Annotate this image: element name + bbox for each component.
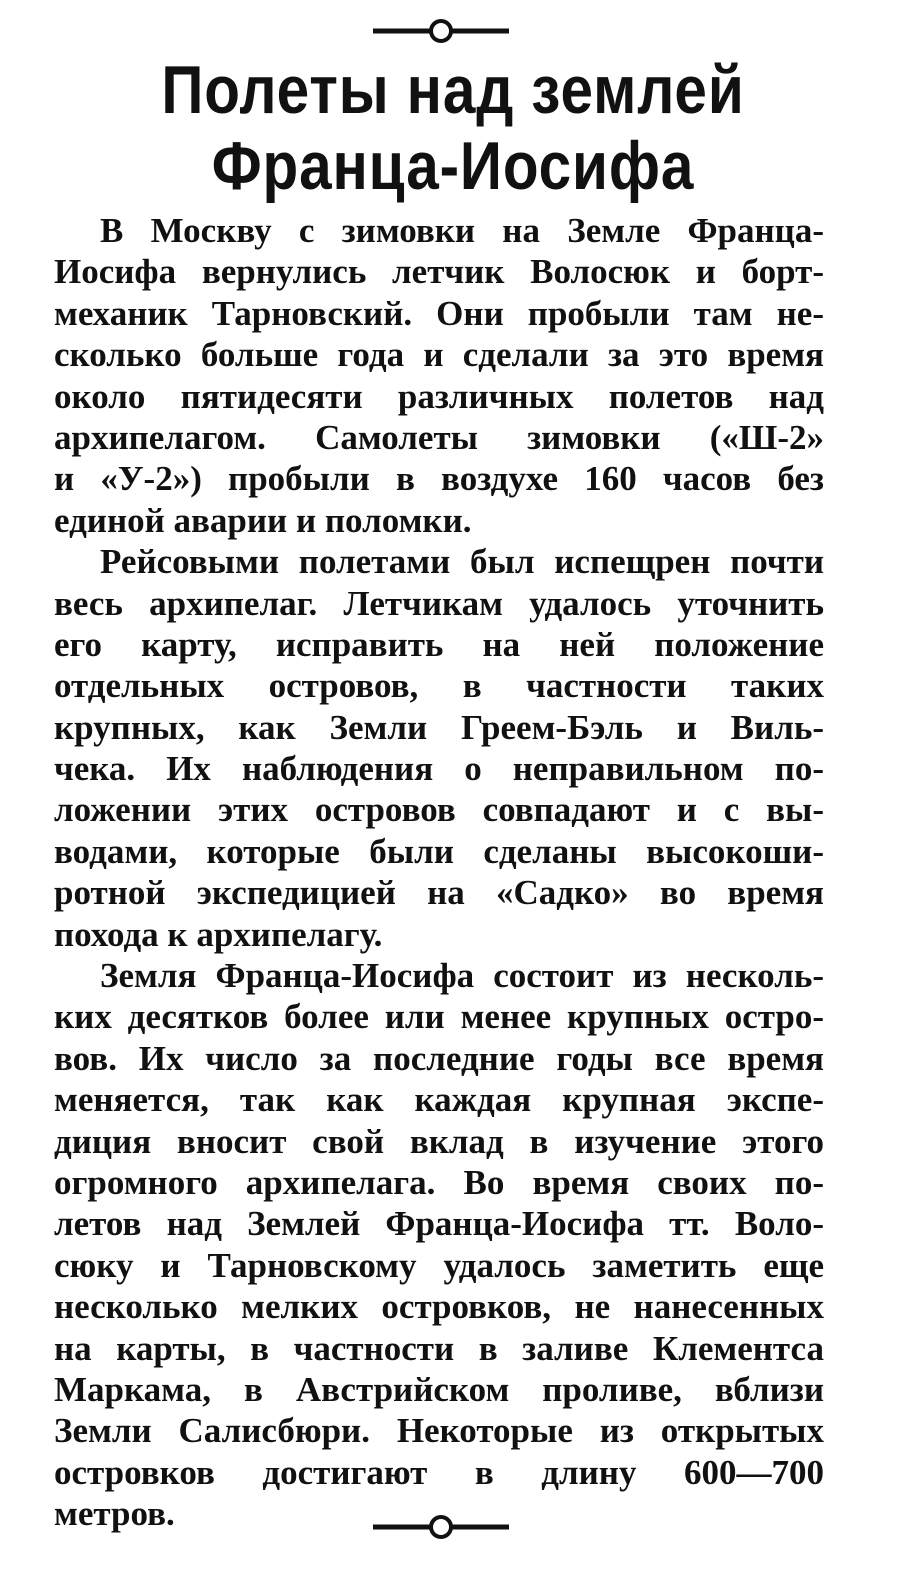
text-line: ложении этих островов совпадают и с вы- bbox=[54, 790, 824, 830]
text-line: похода к архипелагу. bbox=[54, 914, 383, 954]
text-line: водами, которые были сделаны высокоши- bbox=[54, 831, 824, 871]
text-line: В Москву с зимовки на Земле Франца- bbox=[100, 211, 824, 250]
text-line: островков достигают в длину 600—700 bbox=[54, 1452, 824, 1492]
article-body bbox=[54, 210, 824, 1535]
headline-line-2: Франца-Иосифа bbox=[211, 128, 695, 204]
bottom-ornament-divider bbox=[373, 1512, 533, 1542]
text-line: метров. bbox=[54, 1494, 175, 1534]
text-line: диция вносит свой вклад в изучение этого bbox=[54, 1121, 824, 1161]
text-line: Иосифа вернулись летчик Волосюк и борт- bbox=[54, 252, 824, 292]
text-line: на карты, в частности в заливе Клементса bbox=[54, 1328, 824, 1368]
text-line: ротной экспедицией на «Садко» во время bbox=[54, 873, 824, 913]
text-line: около пятидесяти различных полетов над bbox=[54, 376, 824, 416]
text-line: сюку и Тарновскому удалось заметить еще bbox=[54, 1245, 824, 1285]
text-line: весь архипелаг. Летчикам удалось уточнить bbox=[54, 583, 824, 623]
text-line: Маркама, в Австрийском проливе, вблизи bbox=[54, 1369, 824, 1409]
text-line: чека. Их наблюдения о неправильном по- bbox=[54, 749, 824, 789]
text-line: Земля Франца-Иосифа состоит из несколь- bbox=[100, 956, 824, 996]
text-line: вов. Их число за последние годы все время bbox=[54, 1038, 824, 1078]
text-line: механик Тарновский. Они пробыли там не- bbox=[54, 293, 824, 333]
text-line: единой аварии и поломки. bbox=[54, 500, 472, 540]
paragraph-2 bbox=[54, 541, 824, 955]
text-line: меняется, так как каждая крупная экспе- bbox=[54, 1080, 824, 1120]
text-line: летов над Землей Франца-Иосифа тт. Воло- bbox=[54, 1204, 824, 1244]
text-line: и «У-2») пробыли в воздухе 160 часов без bbox=[54, 459, 824, 499]
text-line: несколько мелких островков, не нанесенных bbox=[54, 1287, 824, 1327]
paragraph-3 bbox=[54, 955, 824, 1534]
headline bbox=[98, 52, 808, 204]
text-line: Рейсовыми полетами был испещрен почти bbox=[100, 542, 824, 582]
text-line: отдельных островов, в частности таких bbox=[54, 666, 824, 706]
text-line: огромного архипелага. Во время своих по- bbox=[54, 1162, 824, 1202]
text-line: Земли Салисбюри. Некоторые из открытых bbox=[54, 1411, 824, 1451]
top-ornament-divider bbox=[373, 16, 533, 46]
headline-line-1: Полеты над землей bbox=[161, 52, 745, 128]
text-line: его карту, исправить на ней положение bbox=[54, 624, 824, 664]
text-line: сколько больше года и сделали за это время bbox=[54, 335, 824, 375]
text-line: ких десятков более или менее крупных остро- bbox=[54, 997, 824, 1037]
paragraph-1 bbox=[54, 210, 824, 541]
text-line: крупных, как Земли Греем-Бэль и Виль- bbox=[54, 707, 824, 747]
text-line: архипелагом. Самолеты зимовки («Ш-2» bbox=[54, 417, 824, 457]
